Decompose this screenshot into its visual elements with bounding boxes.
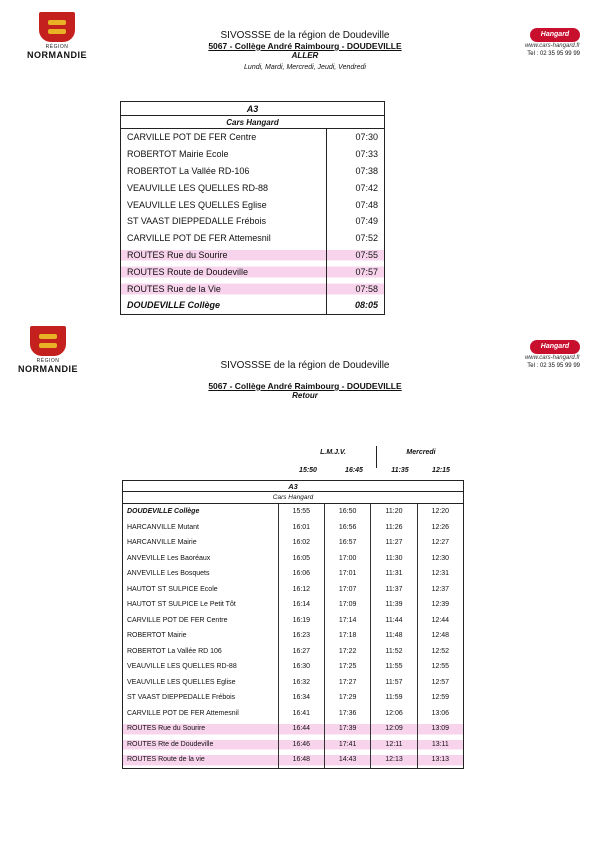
stop-time: 07:33	[327, 146, 385, 163]
return-timetable	[122, 480, 464, 769]
stop-time: 11:39	[371, 597, 417, 613]
stop-time: 17:29	[325, 690, 371, 706]
table-row	[121, 297, 385, 314]
stop-time: 16:48	[278, 752, 324, 768]
stop-time: 16:44	[278, 721, 324, 737]
stop-time: 17:22	[325, 644, 371, 660]
stop-time: 13:06	[417, 706, 463, 722]
region-logo	[22, 12, 92, 60]
stop-name: CARVILLE POT DE FER Centre	[123, 613, 279, 629]
table-row	[123, 504, 464, 520]
logo-small-text: RÉGION	[36, 358, 60, 364]
table-row	[121, 146, 385, 163]
stop-time: 12:59	[417, 690, 463, 706]
logo-small-text: RÉGION	[45, 44, 69, 50]
stop-name: ST VAAST DIEPPEDALLE Frébois	[123, 690, 279, 706]
stop-name: DOUDEVILLE Collège	[121, 297, 327, 314]
stop-time: 17:27	[325, 675, 371, 691]
stop-time: 11:20	[371, 504, 417, 520]
table-row	[121, 247, 385, 264]
carrier-name: Cars Hangard	[121, 116, 385, 129]
hangard-logo: Hangard	[530, 28, 580, 42]
table-row	[123, 551, 464, 567]
table-row	[123, 706, 464, 722]
stop-name: ROBERTOT Mairie	[123, 628, 279, 644]
stop-time: 16:12	[278, 582, 324, 598]
stop-time: 12:27	[417, 535, 463, 551]
stop-time: 17:07	[325, 582, 371, 598]
stop-time: 16:34	[278, 690, 324, 706]
stop-time: 17:18	[325, 628, 371, 644]
stop-time: 12:48	[417, 628, 463, 644]
stop-name: VEAUVILLE LES QUELLES RD-88	[121, 179, 327, 196]
stop-time: 11:57	[371, 675, 417, 691]
stop-name: ROUTES Rue du Sourire	[121, 247, 327, 264]
stop-time: 14:43	[325, 752, 371, 768]
stop-time: 12:20	[417, 504, 463, 520]
stop-time: 11:26	[371, 520, 417, 536]
table-row	[123, 675, 464, 691]
table-row	[121, 129, 385, 146]
stop-time: 12:31	[417, 566, 463, 582]
carrier-url[interactable]: www.cars-hangard.fr	[524, 43, 580, 49]
stop-time: 07:55	[327, 247, 385, 264]
stop-time: 16:41	[278, 706, 324, 722]
stop-time: 08:05	[327, 297, 385, 314]
stop-time: 07:30	[327, 129, 385, 146]
table-row	[123, 597, 464, 613]
stop-time: 11:27	[371, 535, 417, 551]
stop-time: 11:59	[371, 690, 417, 706]
route-code: A3	[123, 481, 464, 492]
stop-time: 07:57	[327, 263, 385, 280]
stop-name: ROUTES Rue de la Vie	[121, 280, 327, 297]
wednesday-group-label: Mercredi	[406, 449, 436, 456]
stop-time: 16:14	[278, 597, 324, 613]
stop-time: 16:05	[278, 551, 324, 567]
carrier-url[interactable]: www.cars-hangard.fr	[524, 355, 580, 361]
stop-name: HAUTOT ST SULPICE Le Petit Tôt	[123, 597, 279, 613]
stop-time: 12:57	[417, 675, 463, 691]
table-row	[121, 179, 385, 196]
table-row	[121, 263, 385, 280]
stop-name: ROUTES Route de la vie	[123, 752, 279, 768]
page-title-block	[150, 30, 460, 71]
stop-time: 11:55	[371, 659, 417, 675]
logo-big-text: NORMANDIE	[18, 364, 78, 374]
stop-name: HARCANVILLE Mutant	[123, 520, 279, 536]
stop-name: CARVILLE POT DE FER Centre	[121, 129, 327, 146]
stop-name: VEAUVILLE LES QUELLES Eglise	[123, 675, 279, 691]
table-row	[121, 280, 385, 297]
table-row	[123, 566, 464, 582]
table-row	[121, 163, 385, 180]
stop-time: 16:19	[278, 613, 324, 629]
stop-time: 13:11	[417, 737, 463, 753]
stop-time: 12:39	[417, 597, 463, 613]
route-code: A3	[121, 102, 385, 116]
stop-time: 11:48	[371, 628, 417, 644]
stop-time: 12:37	[417, 582, 463, 598]
page-title-block-2	[150, 360, 460, 400]
stop-time: 12:52	[417, 644, 463, 660]
stop-time: 17:00	[325, 551, 371, 567]
stop-name: ROUTES Route de Doudeville	[121, 263, 327, 280]
stop-time: 17:25	[325, 659, 371, 675]
stop-time: 16:50	[325, 504, 371, 520]
direction-label: ALLER	[291, 51, 319, 60]
group-divider	[376, 446, 377, 468]
page-title: SIVOSSSE de la région de Doudeville	[220, 30, 390, 41]
carrier-phone: Tel : 02 35 95 99 99	[527, 51, 580, 57]
stop-time: 11:30	[371, 551, 417, 567]
stop-name: CARVILLE POT DE FER Attemesnil	[123, 706, 279, 722]
table-row	[123, 520, 464, 536]
stop-time: 17:41	[325, 737, 371, 753]
stop-name: ROUTES Rue du Sourire	[123, 721, 279, 737]
table-row	[123, 582, 464, 598]
stop-name: VEAUVILLE LES QUELLES Eglise	[121, 196, 327, 213]
stop-time: 16:23	[278, 628, 324, 644]
stop-time: 12:06	[371, 706, 417, 722]
stop-time: 17:09	[325, 597, 371, 613]
stop-time: 17:14	[325, 613, 371, 629]
stop-time: 07:52	[327, 230, 385, 247]
days-label: Lundi, Mardi, Mercredi, Jeudi, Vendredi	[244, 64, 366, 71]
stop-time: 11:52	[371, 644, 417, 660]
carrier-brand-2	[470, 340, 580, 370]
table-row	[121, 213, 385, 230]
stop-time: 13:09	[417, 721, 463, 737]
line-subtitle: 5067 - Collège André Raimbourg - DOUDEVILLE	[208, 381, 402, 391]
logo-big-text: NORMANDIE	[27, 50, 87, 60]
stop-time: 17:39	[325, 721, 371, 737]
normandy-shield-icon	[30, 326, 66, 356]
outbound-timetable	[120, 101, 385, 315]
stop-name: VEAUVILLE LES QUELLES RD-88	[123, 659, 279, 675]
stop-name: ROUTES Rte de Doudeville	[123, 737, 279, 753]
stop-time: 16:27	[278, 644, 324, 660]
stop-name: ANVEVILLE Les Baoréaux	[123, 551, 279, 567]
stop-time: 12:11	[371, 737, 417, 753]
table-row	[123, 721, 464, 737]
stop-time: 07:58	[327, 280, 385, 297]
stop-time: 15:55	[278, 504, 324, 520]
line-subtitle: 5067 - Collège André Raimbourg - DOUDEVILLE	[208, 41, 402, 51]
weekday-group-label: L.M.J.V.	[320, 449, 346, 456]
table-row	[123, 613, 464, 629]
stop-time: 11:37	[371, 582, 417, 598]
table-row	[123, 737, 464, 753]
stop-time: 13:13	[417, 752, 463, 768]
region-logo-2	[13, 326, 83, 374]
hangard-logo: Hangard	[530, 340, 580, 354]
departure-time: 11:35	[391, 467, 409, 474]
table-row	[123, 535, 464, 551]
stop-time: 12:26	[417, 520, 463, 536]
stop-time: 16:01	[278, 520, 324, 536]
table-row	[123, 628, 464, 644]
stop-time: 16:32	[278, 675, 324, 691]
stop-time: 16:56	[325, 520, 371, 536]
stop-name: CARVILLE POT DE FER Attemesnil	[121, 230, 327, 247]
stop-time: 16:46	[278, 737, 324, 753]
stop-time: 17:36	[325, 706, 371, 722]
carrier-phone: Tel : 02 35 95 99 99	[527, 363, 580, 369]
stop-name: ROBERTOT La Vallée RD-106	[121, 163, 327, 180]
direction-label: Retour	[292, 391, 318, 400]
carrier-brand	[470, 28, 580, 58]
stop-time: 07:42	[327, 179, 385, 196]
stop-time: 12:44	[417, 613, 463, 629]
stop-name: ROBERTOT Mairie Ecole	[121, 146, 327, 163]
stop-time: 12:09	[371, 721, 417, 737]
stop-name: ST VAAST DIEPPEDALLE Frébois	[121, 213, 327, 230]
stop-time: 17:01	[325, 566, 371, 582]
stop-time: 16:02	[278, 535, 324, 551]
page-title: SIVOSSSE de la région de Doudeville	[220, 360, 390, 371]
departure-time: 15:50	[299, 467, 317, 474]
stop-time: 12:30	[417, 551, 463, 567]
stop-time: 11:31	[371, 566, 417, 582]
stop-name: ROBERTOT La Vallée RD 106	[123, 644, 279, 660]
stop-name: HAUTOT ST SULPICE Ecole	[123, 582, 279, 598]
table-row	[123, 659, 464, 675]
normandy-shield-icon	[39, 12, 75, 42]
stop-time: 11:44	[371, 613, 417, 629]
table-row	[123, 644, 464, 660]
stop-time: 07:48	[327, 196, 385, 213]
table-row	[123, 752, 464, 768]
carrier-name: Cars Hangard	[123, 492, 464, 504]
departure-time: 12:15	[432, 467, 450, 474]
stop-time: 12:13	[371, 752, 417, 768]
stop-name: ANVEVILLE Les Bosquets	[123, 566, 279, 582]
table-row	[121, 196, 385, 213]
departure-time: 16:45	[345, 467, 363, 474]
table-row	[121, 230, 385, 247]
stop-name: DOUDEVILLE Collège	[123, 504, 279, 520]
table-row	[123, 690, 464, 706]
stop-name: HARCANVILLE Mairie	[123, 535, 279, 551]
stop-time: 12:55	[417, 659, 463, 675]
stop-time: 16:06	[278, 566, 324, 582]
stop-time: 07:38	[327, 163, 385, 180]
stop-time: 16:30	[278, 659, 324, 675]
stop-time: 16:57	[325, 535, 371, 551]
stop-time: 07:49	[327, 213, 385, 230]
